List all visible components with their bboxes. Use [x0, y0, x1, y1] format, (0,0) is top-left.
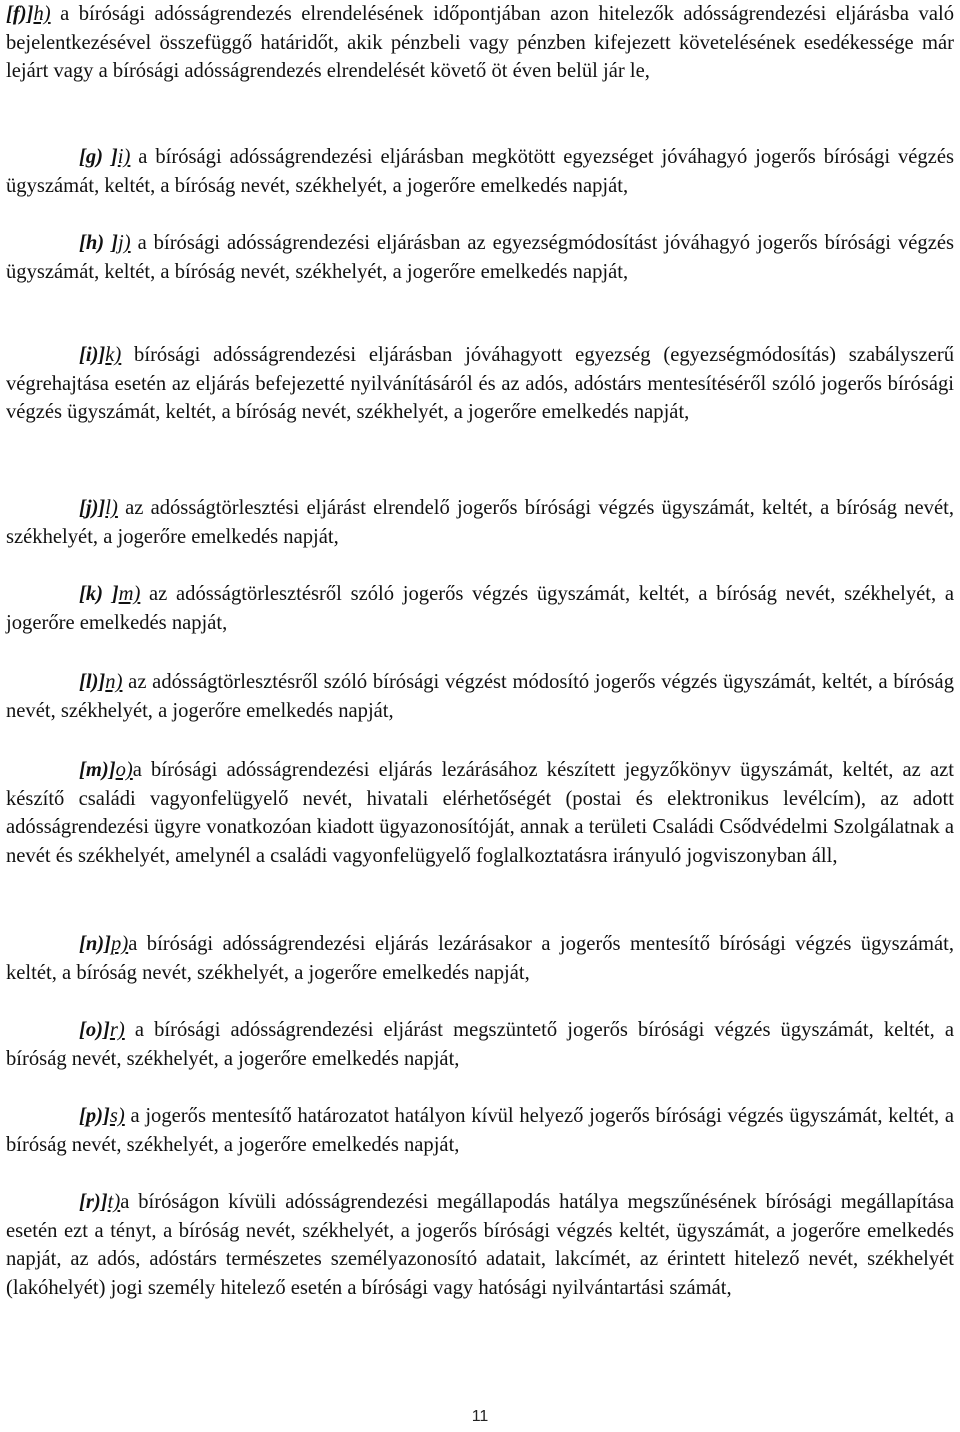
paragraph-text: az adósságtörlesztésről szóló jogerős végzés ügyszámát, keltét, a bíróság nevét, székhelyét, a jogerőre emelkedés napját,	[6, 583, 954, 634]
list-item-p	[6, 930, 954, 987]
deleted-marker: [r)]	[79, 1191, 108, 1213]
list-item-j	[6, 229, 954, 286]
deleted-marker: [j)]	[79, 497, 106, 519]
list-item-m	[6, 580, 954, 637]
inserted-marker: l)	[105, 497, 118, 519]
list-item-h	[6, 0, 954, 86]
paragraph-text: a bírósági adósságrendezés elrendelésének időpontjában azon hitelezők adósságrendezési eljárásba való bejelentkezésével összefüggő határidőt, akik pénzbeli vagy pénzben kifejezett követelésének esedékessége már lejárt vagy a bírósági adósságrendezés elrendelését követő öt éven belül jár le,	[6, 3, 954, 82]
inserted-marker: t)	[107, 1191, 121, 1213]
deleted-marker: [l)]	[79, 671, 106, 693]
list-item-i	[6, 143, 954, 200]
paragraph-text: az adósságtörlesztési eljárást elrendelő jogerős bírósági végzés ügyszámát, keltét, a bíróság nevét, székhelyét, a jogerőre emelkedés napját,	[6, 497, 954, 548]
inserted-marker: i)	[117, 146, 131, 168]
inserted-marker: p)	[111, 933, 129, 955]
inserted-marker: o)	[115, 759, 133, 781]
paragraph-text: a bírósági adósságrendezési eljárást megszüntető jogerős bírósági végzés ügyszámát, keltét, a bíróság nevét, székhelyét, a jogerőre emelkedés napját,	[6, 1019, 954, 1070]
paragraph-text: a bírósági adósságrendezési eljárásban megkötött egyezséget jóváhagyó jogerős bírósági végzés ügyszámát, keltét, a bíróság nevét, székhelyét, a jogerőre emelkedés napját,	[6, 146, 954, 197]
document-page	[6, 0, 954, 1432]
deleted-marker: [f)]	[6, 3, 34, 25]
deleted-marker: [n)]	[79, 933, 112, 955]
deleted-marker: [i)]	[79, 344, 106, 366]
list-item-k	[6, 341, 954, 427]
paragraph-text: a bírósági adósságrendezési eljárás lezárásakor a jogerős mentesítő bírósági végzés ügyszámát, keltét, a bíróság nevét, székhelyét, a jogerőre emelkedés napját,	[6, 933, 954, 984]
list-item-o	[6, 756, 954, 870]
paragraph-text: a bírósági adósságrendezési eljárásban az egyezségmódosítást jóváhagyó jogerős bírósági végzés ügyszámát, keltét, a bíróság nevét, székhelyét, a jogerőre emelkedés napját,	[6, 232, 954, 283]
inserted-marker: n)	[105, 671, 123, 693]
deleted-marker: [p)]	[79, 1105, 110, 1127]
deleted-marker: [h) ]	[79, 232, 118, 254]
paragraph-text: a bírósági adósságrendezési eljárás lezárásához készített jegyzőkönyv ügyszámát, keltét, az azt készítő családi vagyonfelügyelő nevét, hivatali elérhetőségét (postai és elektronikus levélcím), az adott adósságrendezési ügyre vonatkozóan kiadott ügyazonosítóját, annak a területi Családi Csődvédelmi Szolgálatnak a nevét és székhelyét, amelynél a családi vagyonfelügyelő foglalkoztatásra irányuló jogviszonyban áll,	[6, 759, 954, 867]
paragraph-text: a jogerős mentesítő határozatot hatályon kívül helyező jogerős bírósági végzés ügyszámát, keltét, a bíróság nevét, székhelyét, a jogerőre emelkedés napját,	[6, 1105, 954, 1156]
inserted-marker: m)	[118, 583, 141, 605]
paragraph-text: bírósági adósságrendezési eljárásban jóváhagyott egyezség (egyezségmódosítás) szabályszerű végrehajtása esetén az eljárás befejezetté nyilvánításáról és az adós, adóstárs mentesítéséről szóló jogerős bírósági végzés ügyszámát, keltét, a bíróság nevét, székhelyét, a jogerőre emelkedés napját,	[6, 344, 954, 423]
list-item-s	[6, 1102, 954, 1159]
list-item-r	[6, 1016, 954, 1073]
inserted-marker: k)	[105, 344, 122, 366]
inserted-marker: r)	[109, 1019, 125, 1041]
deleted-marker: [m)]	[79, 759, 116, 781]
page-number: 11	[471, 1408, 489, 1425]
paragraph-text: az adósságtörlesztésről szóló bírósági végzést módosító jogerős végzés ügyszámát, keltét, a bíróság nevét, székhelyét, a jogerőre emelkedés napját,	[6, 671, 954, 722]
inserted-marker: j)	[118, 232, 131, 254]
deleted-marker: [k) ]	[79, 583, 119, 605]
deleted-marker: [o)]	[79, 1019, 110, 1041]
list-item-l	[6, 494, 954, 551]
list-item-t	[6, 1188, 954, 1302]
inserted-marker: s)	[109, 1105, 125, 1127]
paragraph-text: a bíróságon kívüli adósságrendezési megállapodás hatálya megszűnésének bírósági megállapítása esetén ezt a tényt, a bíróság nevét, székhelyét, a jogerős bírósági végzés keltét, ügyszámát, a jogerőre emelkedés napját, az adós, adóstárs természetes személyazonosító adatait, lakcímét, az érintett hitelező nevét, székhelyét (lakóhelyét) jogi személy hitelező esetén a bírósági vagy hatósági nyilvántartási számát,	[6, 1191, 954, 1299]
list-item-n	[6, 668, 954, 725]
inserted-marker: h)	[33, 3, 51, 25]
deleted-marker: [g) ]	[79, 146, 118, 168]
